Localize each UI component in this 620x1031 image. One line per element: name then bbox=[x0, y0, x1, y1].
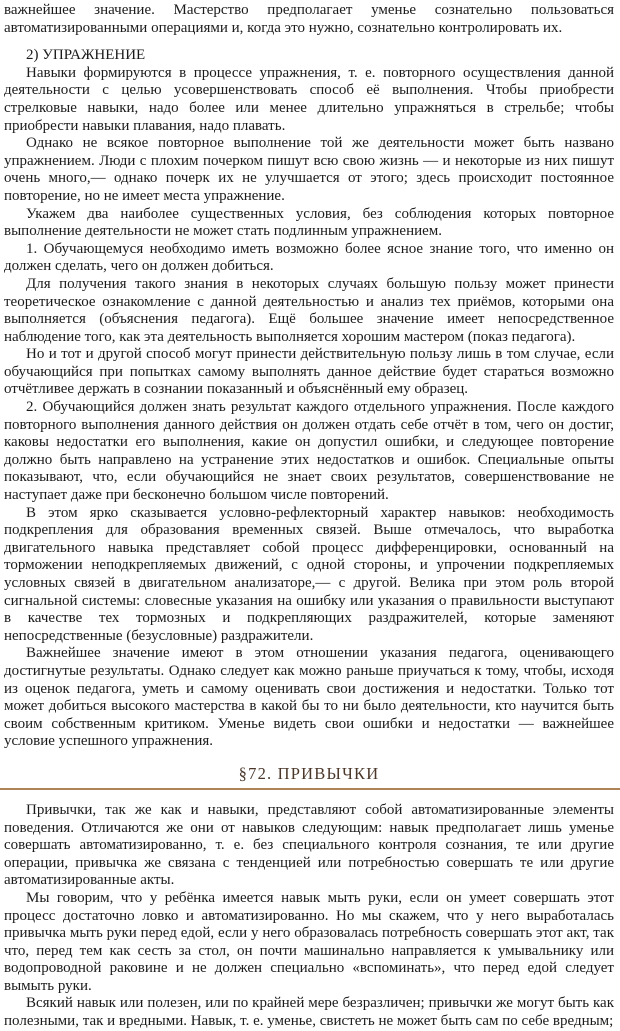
paragraph: Для получения такого знания в некоторых случаях большую пользу может принести теоретическое ознакомление с данной деятельностью и анализ тех приёмов, которыми она выполняется (объяснения педагога). Ещё большее значение имеет непосредственное наблюдение того, как эта деятельность выполняется хорошим мастером (показ педагога). bbox=[4, 275, 614, 345]
section-heading-block bbox=[4, 764, 614, 790]
paragraph: 1. Обучающемуся необходимо иметь возможно более ясное знание того, что именно он должен сделать, чего он должен добиться. bbox=[4, 240, 614, 275]
paragraph: Укажем два наиболее существенных условия, без соблюдения которых повторное выполнение деятельности не может стать подлинным упражнением. bbox=[4, 205, 614, 240]
paragraph: Однако не всякое повторное выполнение той же деятельности может быть названо упражнением. Люди с плохим почерком пишут всю свою жизнь — и некоторые из них пишут очень много,— однако почерк их не улучшается от этого; здесь происходит постоянное повторение, но не имеет места упражнение. bbox=[4, 135, 614, 204]
paragraph-continuation: важнейшее значение. Мастерство предполагает уменье сознательно пользоваться автоматизированными операциями и, когда это нужно, сознательно контролировать их. bbox=[4, 2, 614, 36]
paragraph: Важнейшее значение имеют в этом отношении указания педагога, оценивающего достигнутые результаты. Однако следует как можно раньше приучаться к тому, чтобы, исходя из оценок педагога, уметь и самому оценивать свои достижения и недостатки. Только тот может добиться высокого мастерства в какой бы то ни было деятельности, кто научится быть своим собственным критиком. Уменье видеть свои ошибки и недостатки — важнейшее условие успешного упражнения. bbox=[4, 645, 614, 750]
paragraph: 2. Обучающийся должен знать результат каждого отдельного упражнения. После каждого повторного выполнения данного действия он должен отдать себе отчёт в том, чего он достиг, каковы недостатки его выполнения, какие он допустил ошибки, и следующее повторение должно быть направлено на устранение этих недостатков и ошибок. Специальные опыты показывают, что, если обучающийся не знает своих результатов, совершенствование не наступает даже при бесконечно большом числе повторений. bbox=[4, 399, 614, 504]
section-heading-habits: §72. ПРИВЫЧКИ bbox=[238, 763, 380, 783]
subsection-heading-exercise: 2) УПРАЖНЕНИЕ bbox=[26, 47, 146, 64]
paragraph: Мы говорим, что у ребёнка имеется навык мыть руки, если он умеет совершать этот процесс достаточно ловко и автоматизированно. Но мы скажем, что у него выработалась привычка мыть руки перед едой, если у него образовалась потребность совершать этот акт, так что, перед тем как сесть за стол, он почти машинально направляется к умывальнику или водопроводной раковине и не должен специально «вспоминать», что перед едой следует вымыть руки. bbox=[4, 889, 614, 994]
section-divider-rule bbox=[0, 788, 620, 790]
paragraph: Всякий навык или полезен, или по крайней мере безразличен; привычки же могут быть как полезными, так и вредными. Навык, т. е. уменье, свистеть не может быть сам по себе вредным; bbox=[4, 995, 614, 1030]
paragraph: Но и тот и другой способ могут принести действительную пользу лишь в том случае, если обучающийся при попытках самому выполнять данное действие будет стараться возможно отчётливее держать в сознании показанный и объяснённый ему образец. bbox=[4, 346, 614, 398]
paragraph: Навыки формируются в процессе упражнения, т. е. повторного осуществления данной деятельности с целью усовершенствовать способ её выполнения. Чтобы приобрести стрелковые навыки, надо более или менее длительно упражняться в стрельбе; чтобы приобрести навыки плавания, надо плавать. bbox=[4, 64, 614, 134]
paragraph: Привычки, так же как и навыки, представляют собой автоматизированные элементы поведения. Отличаются же они от навыков следующим: навык предполагает лишь уменье совершать автоматизированно, т. е. без специального контроля сознания, те или другие операции, привычка же связана с тенденцией или потребностью совершать те или другие автоматизированные акты. bbox=[4, 801, 614, 889]
paragraph: В этом ярко сказывается условно-рефлекторный характер навыков: необходимость подкрепления для образования временных связей. Выше отмечалось, что выработка двигательного навыка представляет собой процесс дифференцировки, основанный на торможении неподкрепляемых движений, с одной стороны, и упрочении подкрепляемых условных связей в двигательном анализаторе,— с другой. Велика при этом роль второй сигнальной системы: словесные указания на ошибку или указания о правильности выступают в качестве тех тормозных и подкрепляющих раздражителей, которые заменяют непосредственные (безусловные) раздражители. bbox=[4, 504, 614, 644]
